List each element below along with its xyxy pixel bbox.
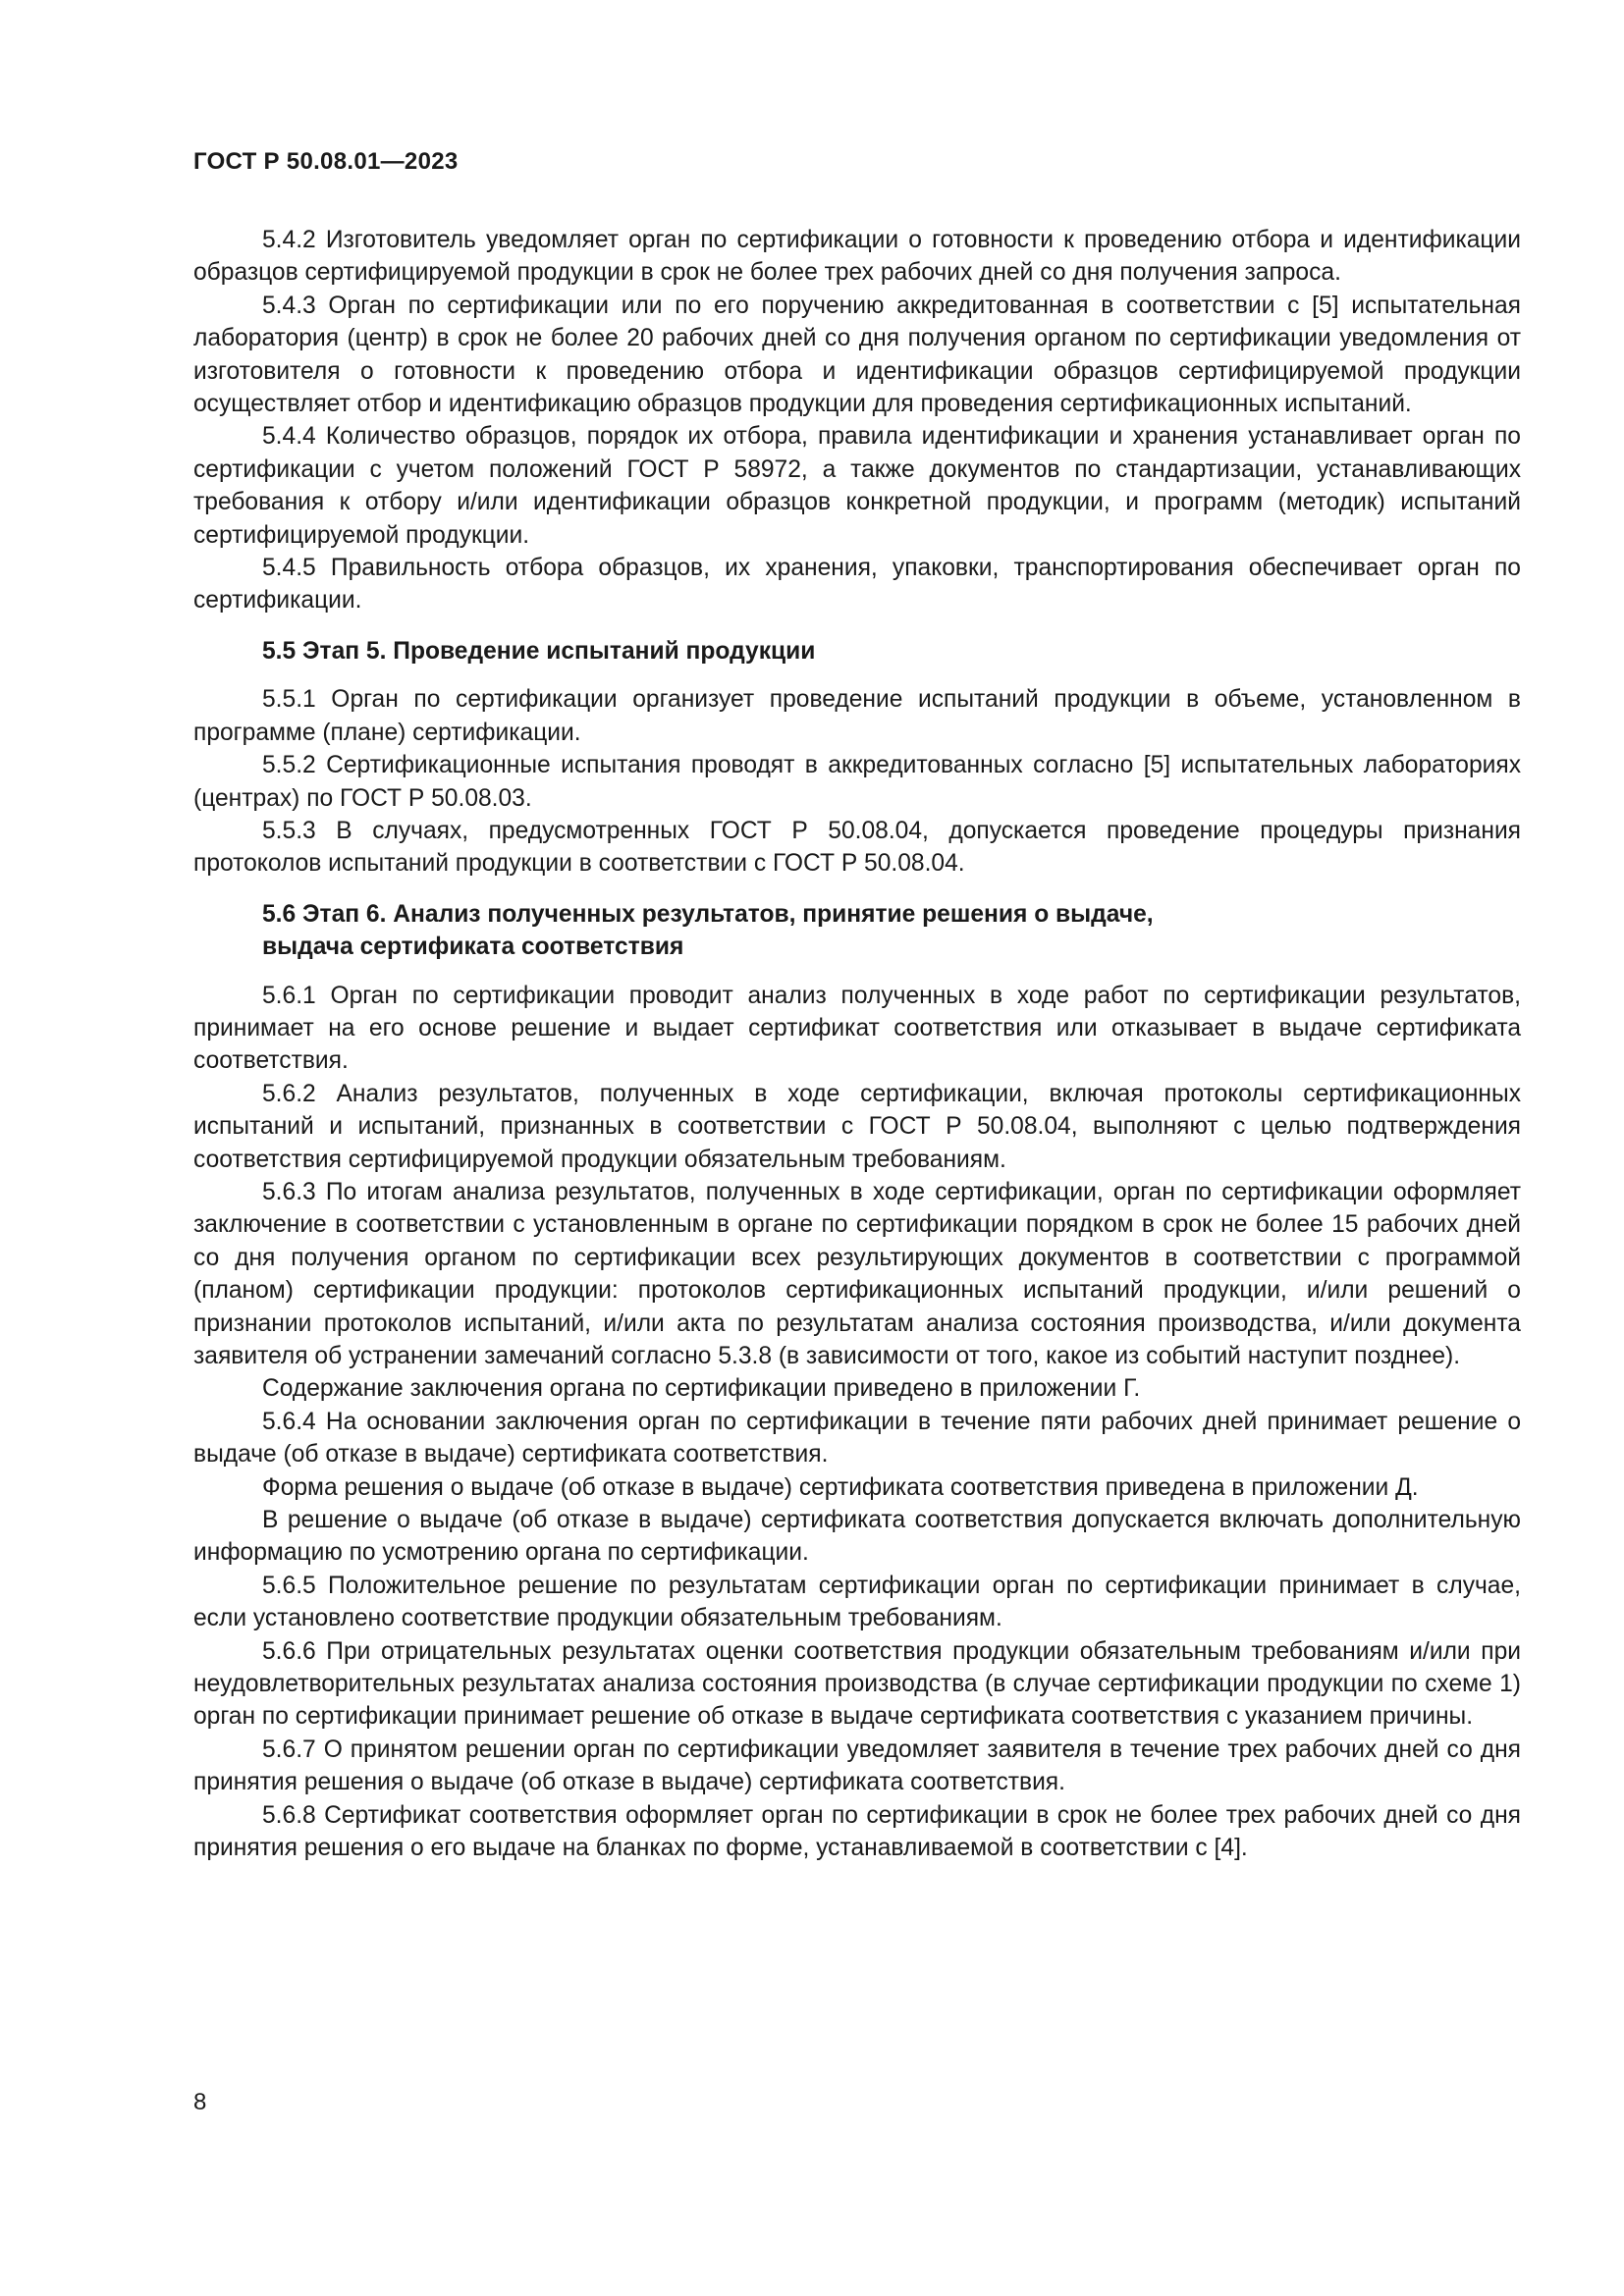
section-heading-5-6-line1: 5.6 Этап 6. Анализ полученных результатов, принятие решения о выдаче,: [262, 900, 1154, 928]
paragraph-conclusion-content: Содержание заключения органа по сертификации приведено в приложении Г.: [262, 1375, 1141, 1403]
paragraph-decision-extra-info: В решение о выдаче (об отказе в выдаче) сертификата соответствия допускается включать дополнительную информацию по усмотрению органа по сертификации.: [193, 1507, 1521, 1567]
page-number: 8: [193, 2089, 207, 2115]
clause-5-6-1: 5.6.1 Орган по сертификации проводит анализ полученных в ходе работ по сертификации результатов, принимает на его основе решение и выдает сертификат соответствия или отказывает в выдаче сертификата соответствия.: [193, 982, 1521, 1075]
clause-5-5-1: 5.5.1 Орган по сертификации организует проведение испытаний продукции в объеме, установленном в программе (плане) сертификации.: [193, 686, 1521, 746]
section-heading-5-6-line2: выдача сертификата соответствия: [262, 934, 684, 961]
clause-5-4-2: 5.4.2 Изготовитель уведомляет орган по сертификации о готовности к проведению отбора и идентификации образцов сертифицируемой продукции в срок не более трех рабочих дней со дня получения запроса.: [193, 227, 1521, 287]
clause-5-5-3: 5.5.3 В случаях, предусмотренных ГОСТ Р 50.08.04, допускается проведение процедуры признания протоколов испытаний продукции в соответствии с ГОСТ Р 50.08.04.: [193, 817, 1521, 878]
section-heading-5-5-text: 5.5 Этап 5. Проведение испытаний продукции: [262, 637, 816, 665]
clause-5-6-3: 5.6.3 По итогам анализа результатов, полученных в ходе сертификации, орган по сертификации оформляет заключение в соответствии с установленным в органе по сертификации порядком в срок не более 15 рабочих дней со дня получения органом по сертификации всех результирующих документов в соответствии с программой (планом) сертификации продукции: протоколов сертификационных испытаний продукции, и/или решений о признании протоколов испытаний, и/или акта по результатам анализа состояния производства, и/или документа заявителя об устранении замечаний согласно 5.3.8 (в зависимости от того, какое из событий наступит позднее).: [193, 1178, 1521, 1369]
paragraph-decision-form: Форма решения о выдаче (об отказе в выдаче) сертификата соответствия приведена в приложении Д.: [262, 1473, 1419, 1501]
clause-5-6-4: 5.6.4 На основании заключения орган по сертификации в течение пяти рабочих дней принимает решение о выдаче (об отказе в выдаче) сертификата соответствия.: [193, 1408, 1521, 1468]
clause-5-6-8: 5.6.8 Сертификат соответствия оформляет орган по сертификации в срок не более трех рабочих дней со дня принятия решения о его выдаче на бланках по форме, устанавливаемой в соответствии с [4].: [193, 1801, 1521, 1862]
section-heading-5-6: [262, 898, 1521, 964]
clause-5-4-5: 5.4.5 Правильность отбора образцов, их хранения, упаковки, транспортирования обеспечивает орган по сертификации.: [193, 555, 1521, 614]
document-header-id: ГОСТ Р 50.08.01—2023: [193, 148, 459, 175]
clause-5-4-3: 5.4.3 Орган по сертификации или по его поручению аккредитованная в соответствии с [5] испытательная лаборатория (центр) в срок не более 20 рабочих дней со дня получения органом по сертификации уведомления от изготовителя о готовности к проведению отбора и идентификации образцов сертифицируемой продукции осуществляет отбор и идентификацию образцов продукции для проведения сертификационных испытаний.: [193, 292, 1521, 418]
clause-5-6-5: 5.6.5 Положительное решение по результатам сертификации орган по сертификации принимает в случае, если установлено соответствие продукции обязательным требованиям.: [193, 1572, 1521, 1632]
clause-5-6-6: 5.6.6 При отрицательных результатах оценки соответствия продукции обязательным требованиям и/или при неудовлетворительных результатах анализа состояния производства (в случае сертификации продукции по схеме 1) орган по сертификации принимает решение об отказе в выдаче сертификата соответствия с указанием причины.: [193, 1637, 1521, 1731]
clause-5-5-2: 5.5.2 Сертификационные испытания проводят в аккредитованных согласно [5] испытательных лабораториях (центрах) по ГОСТ Р 50.08.03.: [193, 752, 1521, 812]
clause-5-6-7: 5.6.7 О принятом решении орган по сертификации уведомляет заявителя в течение трех рабочих дней со дня принятия решения о выдаче (об отказе в выдаче) сертификата соответствия.: [193, 1735, 1521, 1796]
document-body: [193, 224, 1521, 1865]
clause-5-6-2: 5.6.2 Анализ результатов, полученных в ходе сертификации, включая протоколы сертификационных испытаний и испытаний, признанных в соответствии с ГОСТ Р 50.08.04, выполняют с целью подтверждения соответствия сертифицируемой продукции обязательным требованиям.: [193, 1080, 1521, 1173]
clause-5-4-4: 5.4.4 Количество образцов, порядок их отбора, правила идентификации и хранения устанавливает орган по сертификации с учетом положений ГОСТ Р 58972, а также документов по стандартизации, устанавливающих требования к отбору и/или идентификации образцов конкретной продукции, и программ (методик) испытаний сертифицируемой продукции.: [193, 423, 1521, 549]
section-heading-5-5: [262, 635, 1521, 667]
